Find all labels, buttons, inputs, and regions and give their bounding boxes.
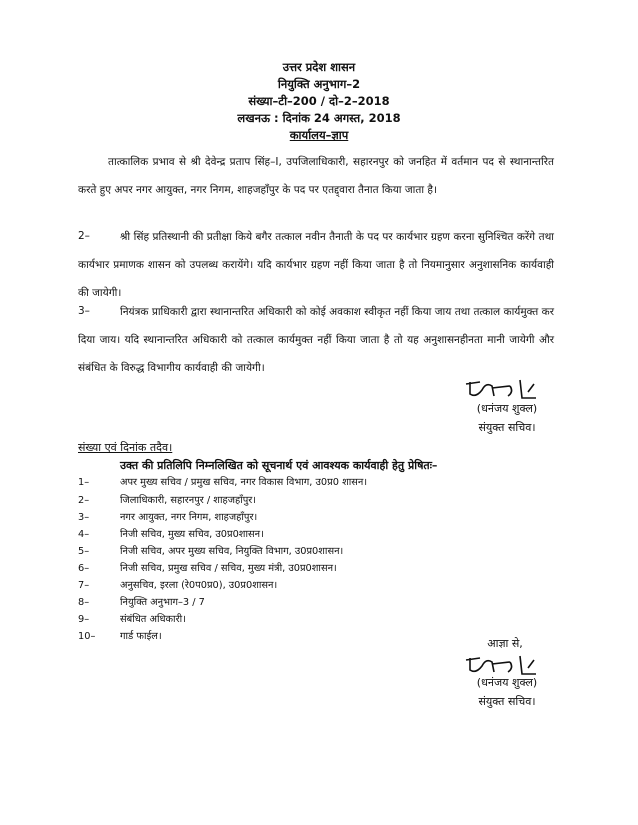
paragraph-3-number: 3– <box>78 305 90 317</box>
paragraph-1: तात्कालिक प्रभाव से श्री देवेन्द्र प्रताप सिंह–I, उपजिलाधिकारी, सहारनपुर को जनहित में वर्तमान पद से स्थानान्तरित करते हुए अपर नगर आयुक्त, नगर निगम, शाहजहाँपुर के पद पर एतद्द्वारा तैनात किया जाता है। <box>78 156 554 196</box>
list-item <box>78 544 343 557</box>
list-item-number: 3– <box>78 512 90 523</box>
copy-intro: उक्त की प्रतिलिपि निम्नलिखित को सूचनार्थ एवं आवश्यक कार्यवाही हेतु प्रेषितः– <box>120 459 438 472</box>
list-item-text: अपर मुख्य सचिव / प्रमुख सचिव, नगर विकास विभाग, उ0प्र0 शासन। <box>120 477 368 488</box>
by-order-text: आज्ञा से, <box>487 637 523 650</box>
list-item-text: नगर आयुक्त, नगर निगम, शाहजहाँपुर। <box>120 512 258 523</box>
signature-1-designation: संयुक्त सचिव। <box>478 421 536 434</box>
list-item-number: 1– <box>78 477 90 488</box>
list-item <box>78 561 337 574</box>
list-item-number: 9– <box>78 614 90 625</box>
list-item <box>78 510 257 523</box>
copy-reference: संख्या एवं दिनांक तदैव। <box>78 441 173 454</box>
list-item <box>78 493 256 506</box>
header-line-4: लखनऊ : दिनांक 24 अगस्त, 2018 <box>237 111 401 125</box>
list-item-number: 5– <box>78 546 90 557</box>
list-item-text: संबंधित अधिकारी। <box>120 614 186 625</box>
list-item-text: जिलाधिकारी, सहारनपुर / शाहजहाँपुर। <box>120 495 256 506</box>
header-line-2: नियुक्ति अनुभाग–2 <box>277 77 361 91</box>
list-item-number: 6– <box>78 563 90 574</box>
list-item <box>78 612 186 625</box>
paragraph-2: श्री सिंह प्रतिस्थानी की प्रतीक्षा किये बगैर तत्काल नवीन तैनाती के पद पर कार्यभार ग्रहण करना सुनिश्चित करेंगे तथा कार्यभार प्रमाणक शासन को उपलब्ध करायेंगे। यदि कार्यभार ग्रहण नहीं किया जाता है तो नियमानुसार अनुशासनिक कार्यवाही की जायेगी। <box>78 231 554 299</box>
list-item <box>78 578 277 591</box>
list-item-number: 10– <box>78 631 96 642</box>
list-item <box>78 527 264 540</box>
signature-2-designation: संयुक्त सचिव। <box>478 695 536 708</box>
paragraph-2-number: 2– <box>78 230 90 242</box>
document-title: कार्यालय–ज्ञाप <box>289 128 349 142</box>
list-item-number: 8– <box>78 597 90 608</box>
list-item <box>78 475 367 488</box>
signature-1-name: (धनंजय शुक्ल) <box>476 402 538 415</box>
list-item-number: 2– <box>78 495 90 506</box>
list-item-text: निजी सचिव, मुख्य सचिव, उ0प्र0शासन। <box>120 529 264 540</box>
header-line-3: संख्या–टी–200 / दो–2–2018 <box>248 94 390 108</box>
list-item <box>78 629 162 642</box>
signature-2-name: (धनंजय शुक्ल) <box>476 676 538 689</box>
signature-1-scribble <box>462 376 542 404</box>
list-item <box>78 595 205 608</box>
list-item-text: अनुसचिव, इरला (रे0प0प्र0), उ0प्र0शासन। <box>120 580 278 591</box>
list-item-text: निजी सचिव, अपर मुख्य सचिव, नियुक्ति विभाग, उ0प्र0शासन। <box>120 546 344 557</box>
list-item-number: 4– <box>78 529 90 540</box>
list-item-number: 7– <box>78 580 90 591</box>
list-item-text: गार्ड फाईल। <box>120 631 162 642</box>
list-item-text: नियुक्ति अनुभाग–3 / 7 <box>120 597 205 608</box>
list-item-text: निजी सचिव, प्रमुख सचिव / सचिव, मुख्य मंत्री, उ0प्र0शासन। <box>120 563 337 574</box>
header-line-1: उत्तर प्रदेश शासन <box>282 60 356 74</box>
paragraph-3: नियंत्रक प्राधिकारी द्वारा स्थानान्तरित अधिकारी को कोई अवकाश स्वीकृत नहीं किया जाय तथा तत्काल कार्यमुक्त कर दिया जाय। यदि स्थानान्तरित अधिकारी को तत्काल कार्यमुक्त नहीं किया जाता है तो यह अनुशासनहीनता मानी जायेगी और संबंधित के विरुद्ध विभागीय कार्यवाही की जायेगी। <box>78 306 554 374</box>
